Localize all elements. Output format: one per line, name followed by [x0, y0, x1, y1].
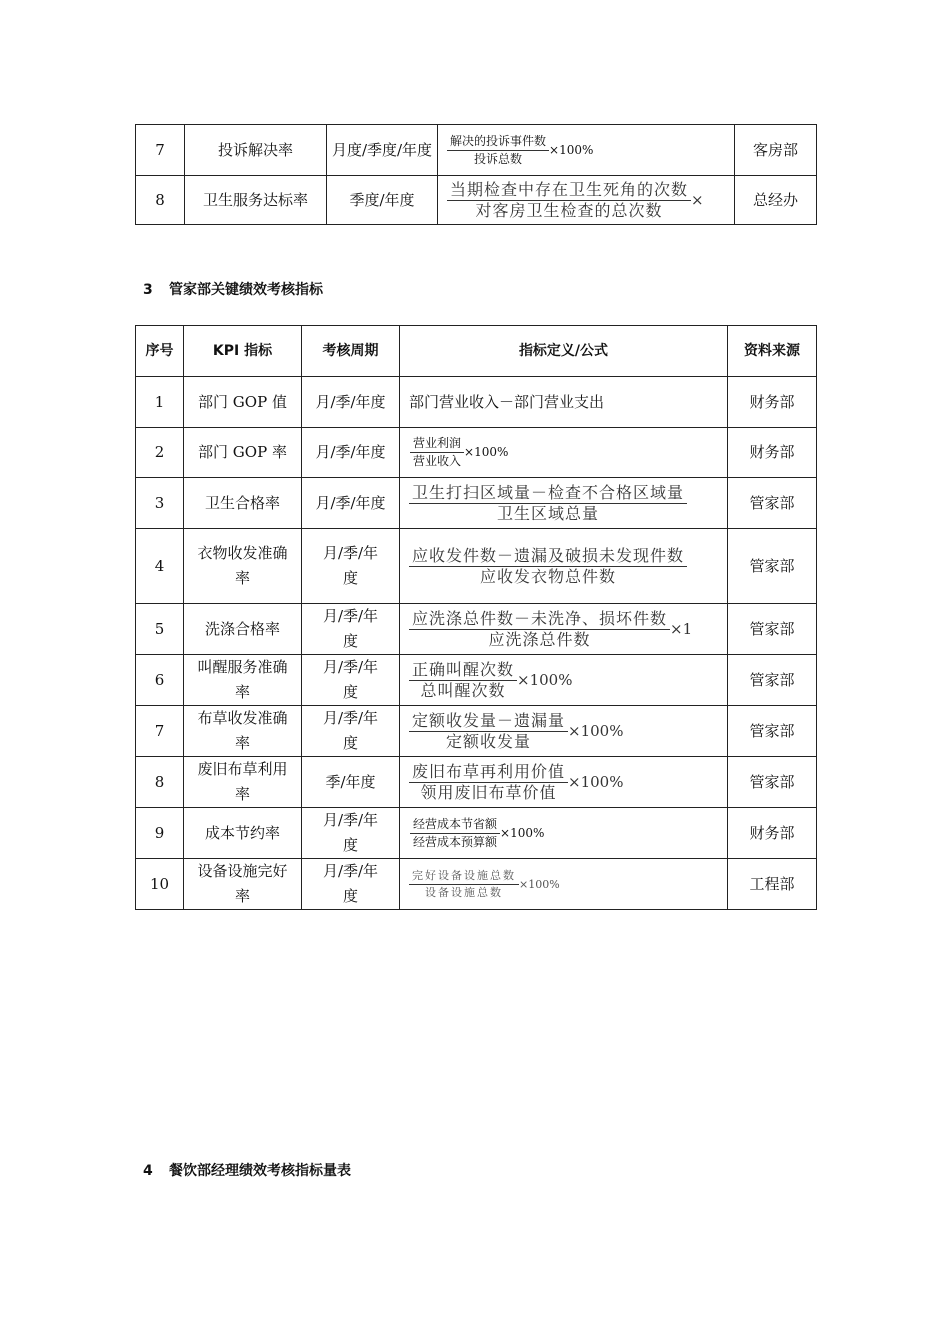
fraction: $\frac{\text{卫生打扫区域量－检查不合格区域量}}{\text{卫生区域总量}}$	[409, 483, 687, 524]
header-kpi: KPI 指标	[184, 326, 302, 377]
row-number: 8	[136, 757, 184, 808]
period: 月/季/年度	[302, 604, 400, 655]
table-row	[136, 428, 817, 478]
formula	[400, 478, 728, 529]
fraction: $\frac{\text{正确叫醒次数}}{\text{总叫醒次数}}$	[409, 660, 517, 701]
formula: $\frac{\text{当期检查中存在卫生死角的次数}}{\text{对客房卫生检查的总次数}}$ ×	[438, 176, 735, 225]
kpi-name: 设备设施完好率	[184, 859, 302, 910]
table-row	[136, 377, 817, 428]
row-number: 6	[136, 655, 184, 706]
table-row	[136, 655, 817, 706]
fraction: $\frac{\text{经营成本节省额}}{\text{经营成本预算额}}$	[410, 816, 500, 851]
row-number: 7	[136, 706, 184, 757]
table-row	[136, 859, 817, 910]
kpi-name: 投诉解决率	[185, 125, 327, 176]
period: 月度/季度/年度	[327, 125, 438, 176]
table-row	[136, 529, 817, 604]
data-source: 总经办	[735, 176, 817, 225]
table-row	[136, 125, 817, 176]
row-number: 10	[136, 859, 184, 910]
formula: $\frac{\text{正确叫醒次数}}{\text{总叫醒次数}}$ ×100%	[400, 655, 728, 706]
data-source: 工程部	[728, 859, 817, 910]
row-number: 4	[136, 529, 184, 604]
fraction: $\frac{\text{定额收发量－遗漏量}}{\text{定额收发量}}$	[409, 711, 568, 752]
fraction: $\frac{\text{应收发件数－遗漏及破损未发现件数}}{\text{应收发衣物总件数}}$	[409, 546, 687, 587]
data-source: 客房部	[735, 125, 817, 176]
table-row	[136, 757, 817, 808]
kpi-name: 卫生服务达标率	[185, 176, 327, 225]
formula: $\frac{\text{解决的投诉事件数}}{\text{投诉总数}}$ ×100%	[438, 125, 735, 176]
data-source: 财务部	[728, 428, 817, 478]
row-number: 7	[136, 125, 185, 176]
kpi-name: 卫生合格率	[184, 478, 302, 529]
period: 季度/年度	[327, 176, 438, 225]
header-source: 资料来源	[728, 326, 817, 377]
fraction: $\frac{\text{完好设备设施总数}}{\text{设备设施总数}}$	[409, 868, 519, 901]
table-header-row	[136, 326, 817, 377]
fraction: $\frac{\text{废旧布草再利用价值}}{\text{领用废旧布草价值}}$	[409, 762, 568, 803]
data-source: 管家部	[728, 655, 817, 706]
data-source: 管家部	[728, 757, 817, 808]
period: 季/年度	[302, 757, 400, 808]
period: 月/季/年度	[302, 377, 400, 428]
kpi-name: 废旧布草利用率	[184, 757, 302, 808]
section-heading-4: 4 餐饮部经理绩效考核指标量表	[143, 1163, 351, 1179]
formula: $\frac{\text{营业利润}}{\text{营业收入}}$ ×100%	[400, 428, 728, 478]
fraction: $\frac{\text{应洗涤总件数－未洗净、损坏件数}}{\text{应洗涤总件数}}$	[409, 609, 670, 650]
formula: $\frac{\text{完好设备设施总数}}{\text{设备设施总数}}$ ×100%	[400, 859, 728, 910]
header-number: 序号	[136, 326, 184, 377]
data-source: 财务部	[728, 377, 817, 428]
formula: $\frac{\text{应洗涤总件数－未洗净、损坏件数}}{\text{应洗涤总件数}}$ ×1	[400, 604, 728, 655]
kpi-table-housekeeping	[135, 325, 817, 910]
kpi-name: 布草收发准确率	[184, 706, 302, 757]
kpi-name: 部门 GOP 率	[184, 428, 302, 478]
formula	[400, 529, 728, 604]
period: 月/季/年度	[302, 706, 400, 757]
period: 月/季/年度	[302, 529, 400, 604]
formula: $\frac{\text{废旧布草再利用价值}}{\text{领用废旧布草价值}}$ ×100%	[400, 757, 728, 808]
data-source: 管家部	[728, 478, 817, 529]
period: 月/季/年度	[302, 808, 400, 859]
kpi-name: 衣物收发准确率	[184, 529, 302, 604]
fraction: $\frac{\text{解决的投诉事件数}}{\text{投诉总数}}$	[447, 133, 549, 168]
header-period: 考核周期	[302, 326, 400, 377]
fraction: $\frac{\text{营业利润}}{\text{营业收入}}$	[410, 435, 464, 470]
period: 月/季/年度	[302, 859, 400, 910]
table-row	[136, 808, 817, 859]
period: 月/季/年度	[302, 655, 400, 706]
data-source: 财务部	[728, 808, 817, 859]
header-definition: 指标定义/公式	[400, 326, 728, 377]
definition: 部门营业收入－部门营业支出	[400, 377, 728, 428]
kpi-name: 部门 GOP 值	[184, 377, 302, 428]
row-number: 1	[136, 377, 184, 428]
row-number: 8	[136, 176, 185, 225]
kpi-name: 洗涤合格率	[184, 604, 302, 655]
formula: $\frac{\text{定额收发量－遗漏量}}{\text{定额收发量}}$ ×100%	[400, 706, 728, 757]
section-heading-3: 3 管家部关键绩效考核指标	[143, 282, 323, 298]
row-number: 3	[136, 478, 184, 529]
table-row	[136, 604, 817, 655]
row-number: 9	[136, 808, 184, 859]
row-number: 5	[136, 604, 184, 655]
fraction: $\frac{\text{当期检查中存在卫生死角的次数}}{\text{对客房卫生检查的总次数}}$	[447, 180, 691, 221]
period: 月/季/年度	[302, 428, 400, 478]
data-source: 管家部	[728, 604, 817, 655]
table-row	[136, 706, 817, 757]
table-row	[136, 176, 817, 225]
formula: $\frac{\text{经营成本节省额}}{\text{经营成本预算额}}$ ×100%	[400, 808, 728, 859]
kpi-name: 成本节约率	[184, 808, 302, 859]
table-row	[136, 478, 817, 529]
period: 月/季/年度	[302, 478, 400, 529]
data-source: 管家部	[728, 529, 817, 604]
row-number: 2	[136, 428, 184, 478]
kpi-table-continued	[135, 124, 817, 225]
data-source: 管家部	[728, 706, 817, 757]
kpi-name: 叫醒服务准确率	[184, 655, 302, 706]
